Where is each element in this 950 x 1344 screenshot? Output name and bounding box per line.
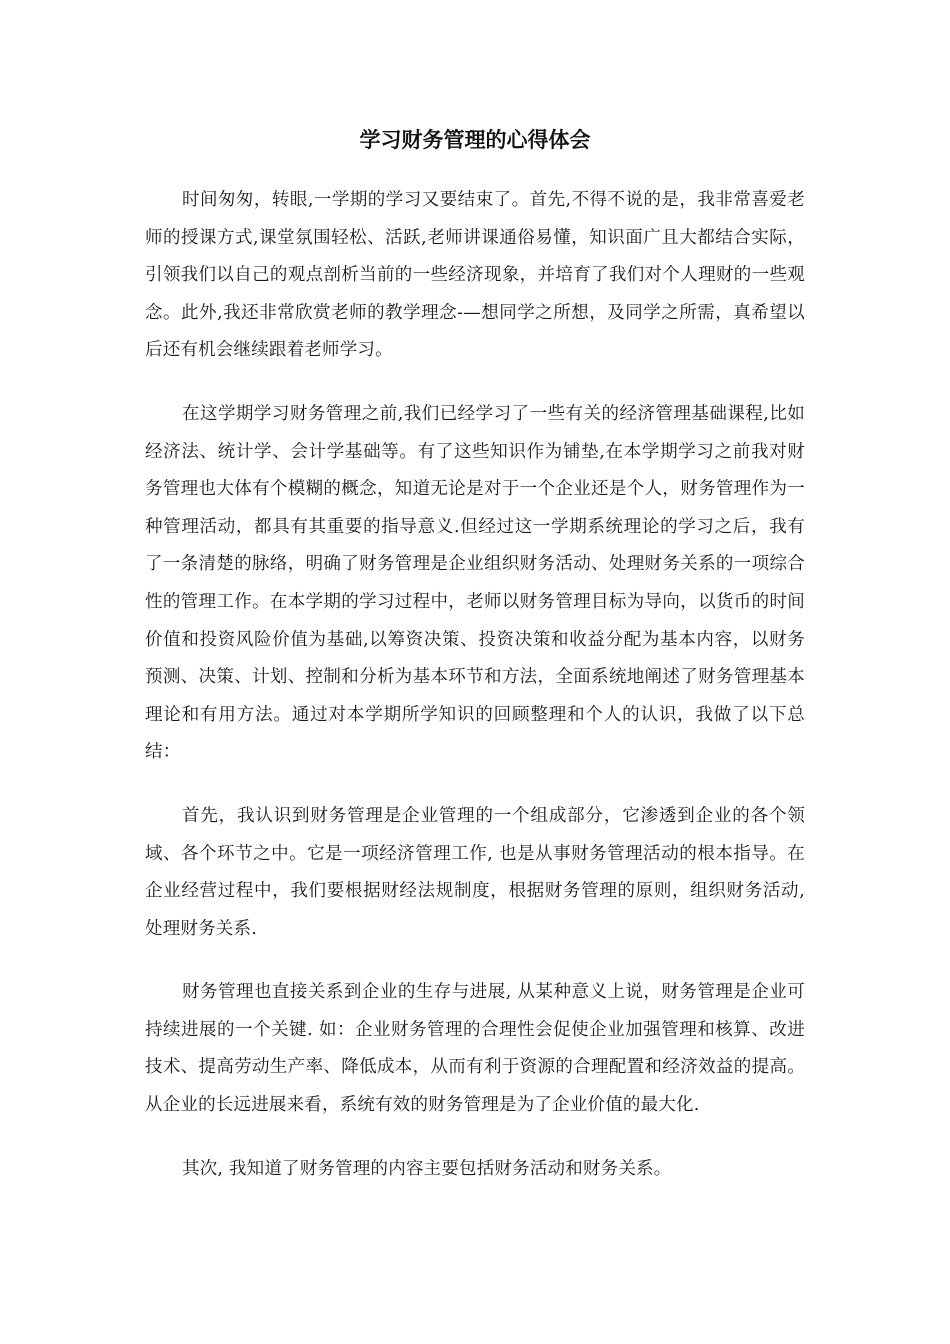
paragraph-3: 首先，我认识到财务管理是企业管理的一个组成部分，它渗透到企业的各个领域、各个环节之中。它是一项经济管理工作, 也是从事财务管理活动的根本指导。在企业经营过程中，我们要根据财经法规制度，根据财务管理的原则，组织财务活动, 处理财务关系. [145, 805, 805, 939]
document-page [145, 0, 805, 1344]
paragraph-1: 时间匆匆，转眼,一学期的学习又要结束了。首先,不得不说的是，我非常喜爱老师的授课方式,课堂氛围轻松、活跃,老师讲课通俗易懂，知识面广且大都结合实际，引领我们以自己的观点剖析当前的一些经济现象，并培育了我们对个人理财的一些观念。此外,我还非常欣赏老师的教学理念-—想同学之所想，及同学之所需，真希望以后还有机会继续跟着老师学习。 [145, 190, 805, 361]
paragraph-4: 财务管理也直接关系到企业的生存与进展, 从某种意义上说，财务管理是企业可持续进展的一个关键. 如：企业财务管理的合理性会促使企业加强管理和核算、改进技术、提高劳动生产率、降低成本，从而有利于资源的合理配置和经济效益的提高。从企业的长远进展来看，系统有效的财务管理是为了企业价值的最大化. [145, 982, 805, 1116]
paragraph-2: 在这学期学习财务管理之前,我们已经学习了一些有关的经济管理基础课程,比如经济法、统计学、会计学基础等。有了这些知识作为铺垫,在本学期学习之前我对财务管理也大体有个模糊的概念，知道无论是对于一个企业还是个人，财务管理作为一种管理活动，都具有其重要的指导意义.但经过这一学期系统理论的学习之后，我有了一条清楚的脉络，明确了财务管理是企业组织财务活动、处理财务关系的一项综合性的管理工作。在本学期的学习过程中，老师以财务管理目标为导向，以货币的时间价值和投资风险价值为基础,以筹资决策、投资决策和收益分配为基本内容，以财务预测、决策、计划、控制和分析为基本环节和方法，全面系统地阐述了财务管理基本理论和有用方法。通过对本学期所学知识的回顾整理和个人的认识，我做了以下总结： [145, 403, 805, 763]
document-title: 学习财务管理的心得体会 [359, 128, 591, 152]
paragraph-5: 其次, 我知道了财务管理的内容主要包括财务活动和财务关系。 [182, 1158, 672, 1179]
document-body [145, 182, 805, 1214]
